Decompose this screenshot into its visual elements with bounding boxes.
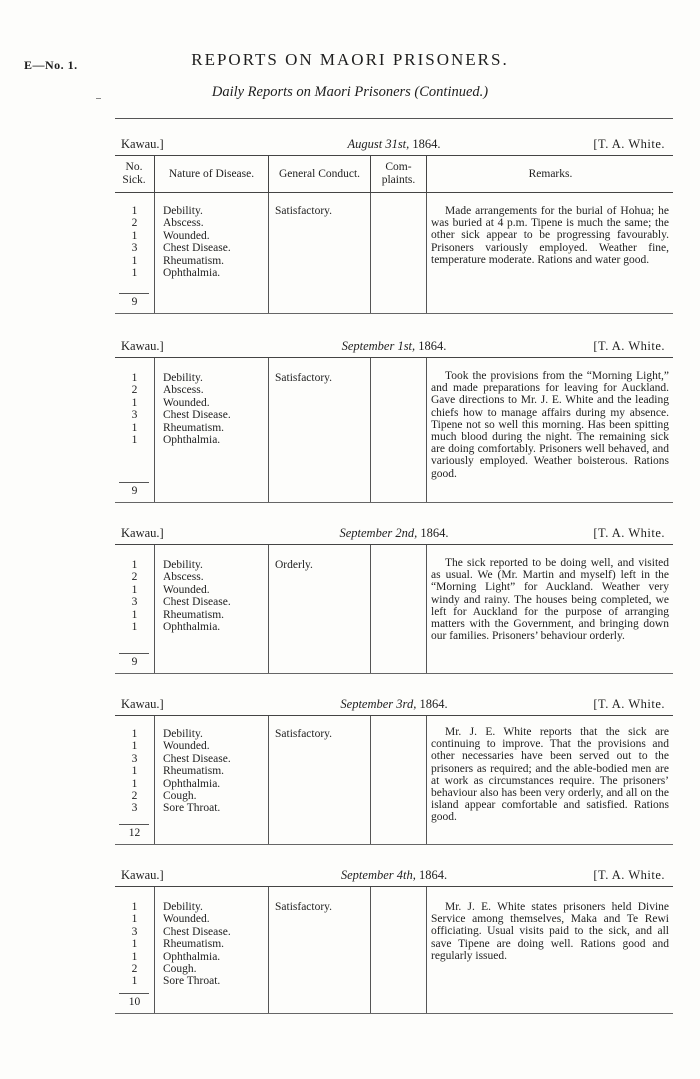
total-sick: 9 [131,656,138,668]
table-column-headers [115,155,673,193]
col-general-conduct: General Conduct. [268,156,370,192]
total-sick: 10 [128,996,141,1008]
page-subtitle: Daily Reports on Maori Prisoners (Continued.) [211,84,489,100]
report-signature: [T. A. White. [593,339,665,353]
report-body [115,715,673,845]
report-header [115,135,673,155]
total-rule [119,824,149,825]
report-place: Kawau.] [121,868,164,882]
disease-list: Debility. Wounded. Chest Disease. Rheumatism. Ophthalmia. Cough. Sore Throat. [163,901,231,988]
general-conduct: Satisfactory. [275,372,333,384]
report-date: September 1st, 1864. [341,339,447,353]
report-date: September 3rd, 1864. [340,697,448,711]
daily-report [115,866,673,1014]
remarks-text: Made arrangements for the burial of Hohua; he was buried at 4 p.m. Tipene is much the same; the other sick appear to be progressing favourably. Prisoners variously employed. Weather fine, temperature moderate. Rations and water good. [431,205,669,266]
report-place: Kawau.] [121,137,164,151]
report-date: August 31st, 1864. [347,137,441,151]
disease-list: Debility. Abscess. Wounded. Chest Disease. Rheumatism. Ophthalmia. [163,559,231,634]
general-conduct: Satisfactory. [275,728,333,740]
report-signature: [T. A. White. [593,697,665,711]
col-nature-of-disease: Nature of Disease. [154,156,268,192]
total-sick: 9 [131,485,138,497]
report-header [115,695,673,715]
sick-counts: 1 2 1 3 1 1 [131,559,138,634]
total-sick: 12 [128,827,141,839]
remarks-text: The sick reported to be doing well, and visited as usual. We (Mr. Martin and myself) left in the “Morning Light” for Auckland. Weather very windy and rainy. The houses being completed, we left for Auckland for the purpose of arranging matters with the Government, and bringing down our families. Prisoners’ behaviour orderly. [431,557,669,643]
report-place: Kawau.] [121,526,164,540]
report-signature: [T. A. White. [593,868,665,882]
report-place: Kawau.] [121,339,164,353]
sick-counts: 1 1 3 1 1 2 1 [131,901,138,988]
general-conduct: Orderly. [275,559,313,571]
disease-list: Debility. Abscess. Wounded. Chest Disease. Rheumatism. Ophthalmia. [163,372,231,447]
page-title: REPORTS ON MAORI PRISONERS. [191,50,509,69]
total-rule [119,653,149,654]
header-rule [115,118,673,119]
sick-counts: 1 1 3 1 1 2 3 [131,728,138,815]
col-no-sick: No. Sick. [122,161,146,186]
daily-report [115,524,673,674]
report-header [115,866,673,886]
report-header [115,337,673,357]
daily-report [115,337,673,503]
margin-mark [96,98,101,99]
report-body [115,544,673,674]
report-date: September 4th, 1864. [340,868,448,882]
total-rule [119,993,149,994]
total-rule [119,482,149,483]
total-sick: 9 [131,296,138,308]
report-signature: [T. A. White. [593,526,665,540]
general-conduct: Satisfactory. [275,205,333,217]
page-id: E—No. 1. [24,58,78,72]
report-body [115,193,673,314]
remarks-text: Mr. J. E. White states prisoners held Divine Service among themselves, Maka and Te Rewi officiating. Usual visits paid to the sick, and all save Tipene are doing well. Rations good and regularly issued. [431,901,669,962]
disease-list: Debility. Wounded. Chest Disease. Rheumatism. Ophthalmia. Cough. Sore Throat. [163,728,231,815]
report-signature: [T. A. White. [593,137,665,151]
remarks-text: Mr. J. E. White reports that the sick are continuing to improve. That the provisions and other necessaries have been served out to the prisoners as required; and the able-bodied men are at work as circumstances require. The prisoners’ behaviour also has been very orderly, and all on the island appear comfortable and satisfied. Rations good. [431,726,669,824]
sick-counts: 1 2 1 3 1 1 [131,372,138,447]
general-conduct: Satisfactory. [275,901,333,913]
report-place: Kawau.] [121,697,164,711]
total-rule [119,293,149,294]
daily-report [115,695,673,845]
sick-counts: 1 2 1 3 1 1 [131,205,138,280]
report-date: September 2nd, 1864. [339,526,449,540]
report-header [115,524,673,544]
daily-report [115,135,673,314]
disease-list: Debility. Abscess. Wounded. Chest Disease. Rheumatism. Ophthalmia. [163,205,231,280]
report-body [115,357,673,503]
col-complaints: Com- plaints. [370,156,426,192]
col-remarks: Remarks. [426,156,674,192]
remarks-text: Took the provisions from the “Morning Light,” and made preparations for leaving for Auckland. Gave directions to Mr. J. E. White and the leading chiefs how to manage affairs during my absence. Tipene not so well this morning. Has been spitting much blood during the night. The remaining sick are doing comfortably. Prisoners well behaved, and variously employed. Weather boisterous. Rations good. [431,370,669,480]
report-body [115,886,673,1014]
